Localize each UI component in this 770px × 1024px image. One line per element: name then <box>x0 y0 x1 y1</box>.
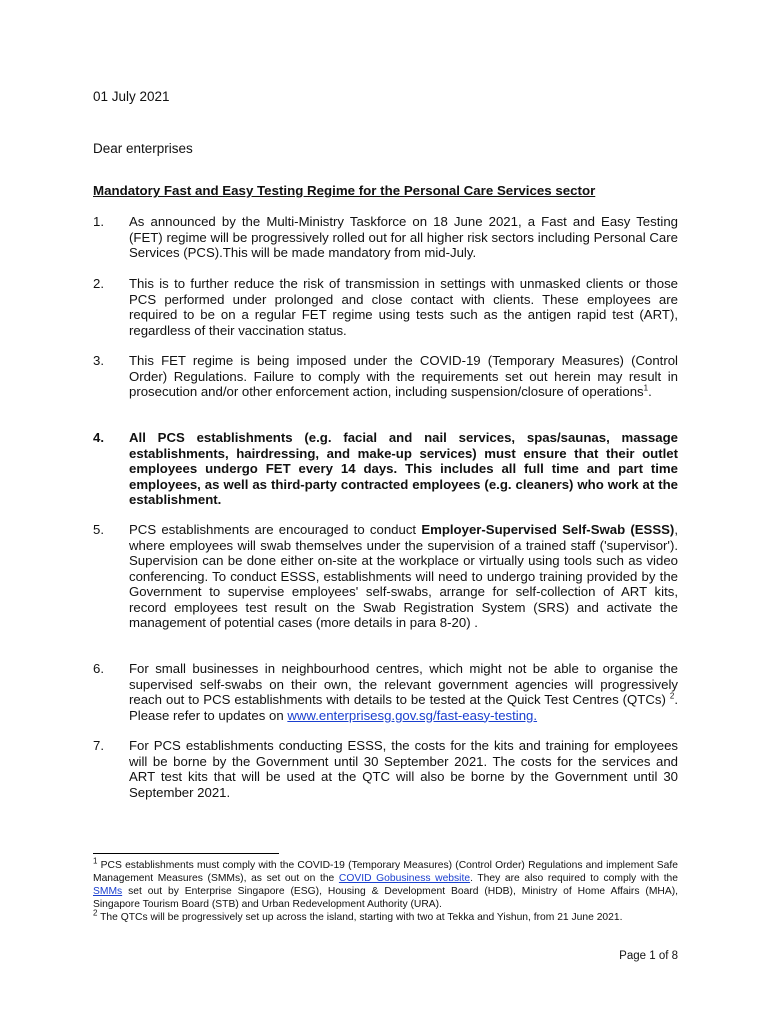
paragraph-text: As announced by the Multi-Ministry Taskforce on 18 June 2021, a Fast and Easy Testing (FET) regime will be progressively rolled out for all higher risk sectors including Personal Care Services (PCS).This will be made mandatory from mid-July. <box>129 214 678 260</box>
paragraph-number: 3. <box>93 353 104 368</box>
footnote-1 <box>93 856 679 912</box>
paragraph-7 <box>93 738 678 800</box>
footnotes <box>93 856 679 925</box>
paragraph-text-main: For small businesses in neighbourhood centres, which might not be able to organise the supervised self-swabs on their own, the relevant government agencies will progressively reach out to PCS establishments with details to be tested at the Quick Test Centres (QTCs) <box>129 661 678 707</box>
paragraph-text-post: , where employees will swab themselves under the supervision of a trained staff ('supervisor'). Supervision can be done either on-site at the workplace or virtually using tools such as video conferencing. To conduct ESSS, establishments will need to undergo training provided by the Government to supervise employees' self-swabs, arrange for self-collection of ART kits, record employees test result on the Swab Registration System (SRS) and activate the management of potential cases (more details in para 8-20) . <box>129 522 678 630</box>
footnote-2 <box>93 908 678 925</box>
footnote-mark: 1 <box>93 856 98 866</box>
paragraph-3 <box>93 353 678 400</box>
salutation: Dear enterprises <box>93 141 193 156</box>
paragraph-number: 1. <box>93 214 104 229</box>
paragraph-text-mid: . Please refer to updates on <box>129 692 678 723</box>
smms-link[interactable]: SMMs <box>93 885 123 897</box>
paragraph-text: All PCS establishments (e.g. facial and nail services, spas/saunas, massage establishments, hairdressing, and make-up services) must ensure that their outlet employees undergo FET every 14 days. This includes all full time and part time employees, as well as third-party contracted employees (e.g. cleaners) who work at the establishment. <box>129 430 678 507</box>
paragraph-5 <box>93 522 678 631</box>
paragraph-1 <box>93 214 678 261</box>
page-number: Page 1 of 8 <box>619 950 678 962</box>
paragraph-text <box>129 353 678 400</box>
paragraph-2 <box>93 276 678 338</box>
paragraph-text-pre: PCS establishments are encouraged to conduct <box>129 522 422 537</box>
footnote-text: PCS establishments must comply with the COVID-19 (Temporary Measures) (Control Order) Regulations and implement Safe Management Measures (SMMs), as set out on the <box>93 860 678 884</box>
footnote-text: set out by Enterprise Singapore (ESG), Housing & Development Board (HDB), Ministry of Home Affairs (MHA), Singapore Tourism Board (STB) and Urban Redevelopment Authority (URA). <box>93 885 678 910</box>
footnote-ref-2[interactable]: 2 <box>669 691 675 701</box>
esss-term: Employer-Supervised Self-Swab (ESSS) <box>421 522 675 537</box>
paragraph-number: 2. <box>93 276 104 291</box>
footnote-mark: 2 <box>93 908 98 918</box>
paragraph-number: 6. <box>93 661 104 676</box>
paragraph-text: For PCS establishments conducting ESSS, the costs for the kits and training for employees will be borne by the Government until 30 September 2021. The costs for the services and ART test kits that will be used at the QTC will also be borne by the Government until 30 September 2021. <box>129 738 678 800</box>
letter-date: 01 July 2021 <box>93 89 170 104</box>
paragraph-text <box>129 661 678 723</box>
paragraph-text-tail: . <box>648 384 652 399</box>
enterprisesg-link[interactable]: www.enterprisesg.gov.sg/fast-easy-testing. <box>287 707 538 723</box>
letter-subject: Mandatory Fast and Easy Testing Regime for the Personal Care Services sector <box>93 183 596 198</box>
footnote-text: . They are also required to comply with the <box>470 872 679 884</box>
footnote-ref-1[interactable]: 1 <box>643 383 649 393</box>
paragraph-6 <box>93 661 678 723</box>
paragraph-4 <box>93 430 678 508</box>
footnote-text: The QTCs will be progressively set up across the island, starting with two at Tekka and Yishun, from 21 June 2021. <box>97 911 623 923</box>
paragraph-number: 4. <box>93 430 104 445</box>
paragraph-text <box>129 522 678 631</box>
footnote-divider <box>93 853 279 854</box>
covid-gobusiness-link[interactable]: COVID Gobusiness website <box>338 872 471 884</box>
paragraph-number: 5. <box>93 522 104 537</box>
paragraph-text-main: This FET regime is being imposed under the COVID-19 (Temporary Measures) (Control Order) Regulations. Failure to comply with the requirements set out herein may result in prosecution and/or other enforcement action, including suspension/closure of operations <box>129 353 678 399</box>
paragraph-text: This is to further reduce the risk of transmission in settings with unmasked clients or those PCS performed under prolonged and close contact with clients. These employees are required to be on a regular FET regime using tests such as the antigen rapid test (ART), regardless of their vaccination status. <box>129 276 678 338</box>
paragraph-number: 7. <box>93 738 104 753</box>
